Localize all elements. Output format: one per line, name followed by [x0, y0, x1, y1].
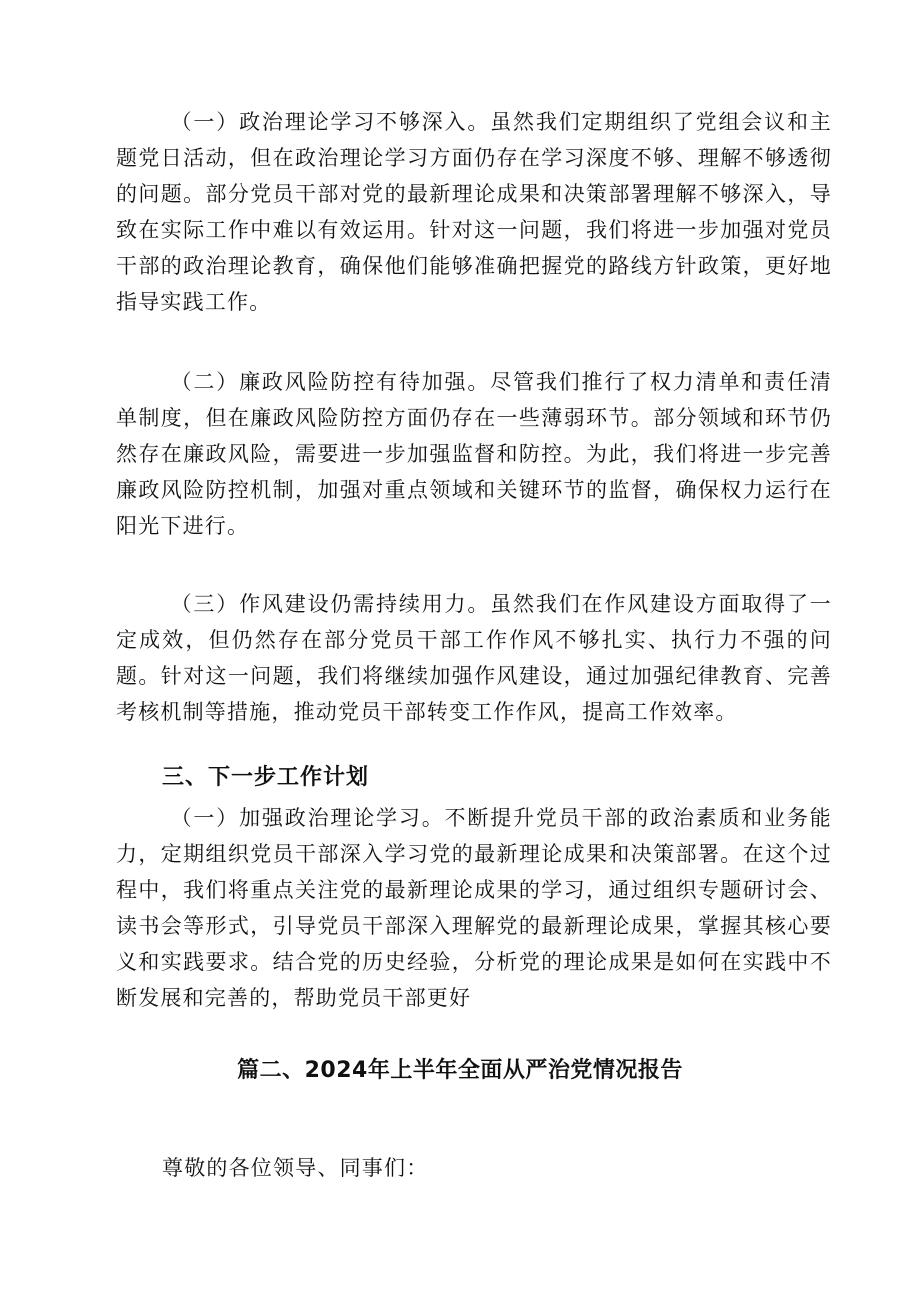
paragraph-plan-theory-study: （一）加强政治理论学习。不断提升党员干部的政治素质和业务能力，定期组织党员干部深入学习党的最新理论成果和决策部署。在这个过程中，我们将重点关注党的最新理论成果的学习，通过组织专题研讨会、读书会等形式，引导党员干部深入理解党的最新理论成果，掌握其核心要义和实践要求。结合党的历史经验，分析党的理论成果是如何在实践中不断发展和完善的，帮助党员干部更好 — [116, 806, 832, 1010]
paragraph-political-theory-study: （一）政治理论学习不够深入。虽然我们定期组织了党组会议和主题党日活动，但在政治理论学习方面仍存在学习深度不够、理解不够透彻的问题。部分党员干部对党的最新理论成果和决策部署理解不够深入，导致在实际工作中难以有效运用。针对这一问题，我们将进一步加强对党员干部的政治理论教育，确保他们能够准确把握党的路线方针政策，更好地指导实践工作。 — [116, 110, 832, 314]
salutation: 尊敬的各位领导、同事们： — [162, 1156, 429, 1180]
report-title: 篇二、2024年上半年全面从严治党情况报告 — [237, 1058, 683, 1083]
paragraph-work-style-building: （三）作风建设仍需持续用力。虽然我们在作风建设方面取得了一定成效，但仍然存在部分党员干部工作作风不够扎实、执行力不强的问题。针对这一问题，我们将继续加强作风建设，通过加强纪律教育、完善考核机制等措施，推动党员干部转变工作作风，提高工作效率。 — [116, 592, 832, 724]
paragraph-integrity-risk-control: （二）廉政风险防控有待加强。尽管我们推行了权力清单和责任清单制度，但在廉政风险防控方面仍存在一些薄弱环节。部分领域和环节仍然存在廉政风险，需要进一步加强监督和防控。为此，我们将进一步完善廉政风险防控机制，加强对重点领域和关键环节的监督，确保权力运行在阳光下进行。 — [116, 370, 832, 538]
section-heading-next-plan: 三、下一步工作计划 — [162, 765, 370, 790]
